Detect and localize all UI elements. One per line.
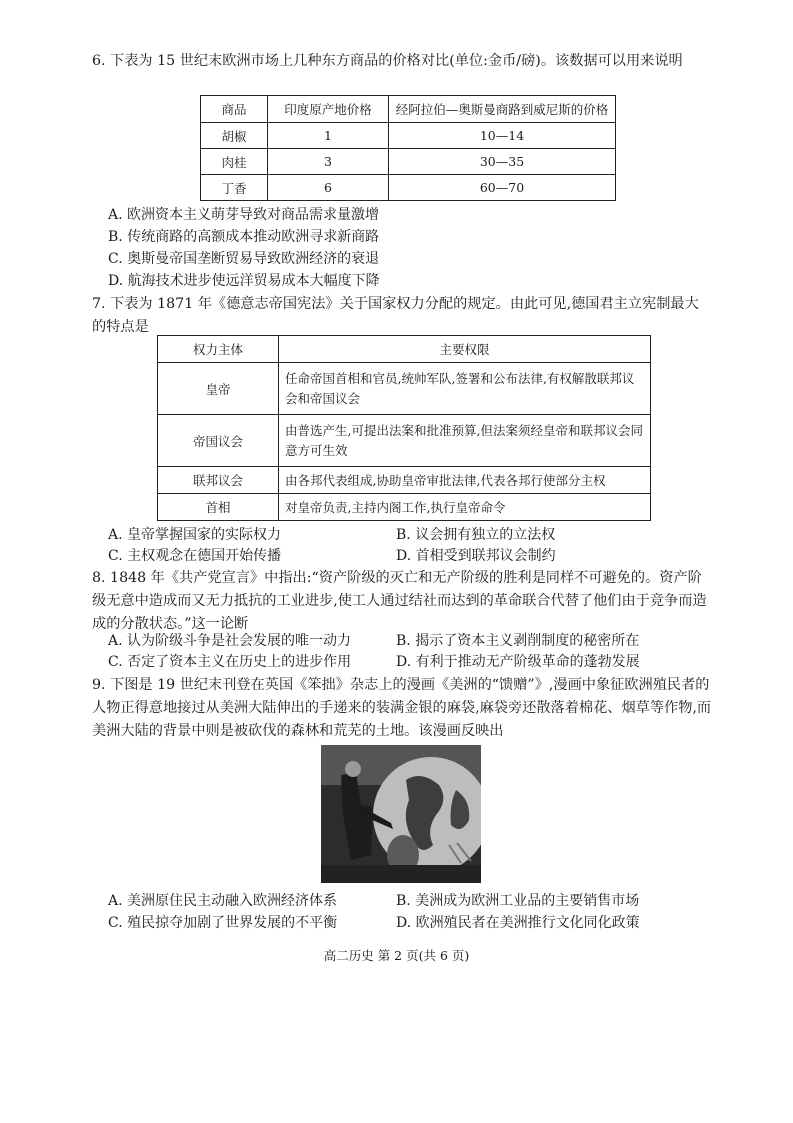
q6-option-d: D. 航海技术进步使远洋贸易成本大幅度下降 [108,273,380,289]
table-cell: 肉桂 [201,149,268,175]
table-cell: 10—14 [389,123,616,149]
question-6-stem: 6. 下表为 15 世纪末欧洲市场上几种东方商品的价格对比(单位:金币/磅)。该数据可以用来说明 [92,53,683,69]
q9-option-a: A. 美洲原住民主动融入欧洲经济体系 [108,893,338,909]
q6-option-b: B. 传统商路的高额成本推动欧洲寻求新商路 [108,229,380,245]
table-cell: 由各邦代表组成,协助皇帝审批法律,代表各邦行使部分主权 [279,467,651,494]
question-8 [92,567,712,636]
table-header: 商品 [201,96,268,123]
table-cell: 1 [268,123,389,149]
table-cell: 皇帝 [158,363,279,415]
q9-option-c: C. 殖民掠夺加剧了世界发展的不平衡 [108,915,338,931]
q6-option-a: A. 欧洲资本主义萌芽导致对商品需求量激增 [108,207,380,223]
table-header: 经阿拉伯—奥斯曼商路到威尼斯的价格 [389,96,616,123]
table-cell: 6 [268,175,389,201]
question-8-stem: 8. 1848 年《共产党宣言》中指出:“资产阶级的灭亡和无产阶级的胜利是同样不可避免的。资产阶级无意中造成而又无力抵抗的工业进步,使工人通过结社而达到的革命联合代替了他们由于竞争而造成的分散状态。”这一论断 [92,570,707,632]
table-cell: 对皇帝负责,主持内阁工作,执行皇帝命令 [279,494,651,521]
cartoon-illustration [321,745,481,883]
question-9-stem: 9. 下图是 19 世纪末刊登在英国《笨拙》杂志上的漫画《美洲的“馈赠”》,漫画中象征欧洲殖民者的人物正得意地接过从美洲大陆伸出的手递来的装满金银的麻袋,麻袋旁还散落着棉花、烟草等作物,而美洲大陆的背景中则是被砍伐的森林和荒芜的土地。该漫画反映出 [92,677,712,739]
question-7 [92,293,712,339]
table-cell: 由普选产生,可提出法案和批准预算,但法案须经皇帝和联邦议会同意方可生效 [279,415,651,467]
q6-option-c: C. 奥斯曼帝国垄断贸易导致欧洲经济的衰退 [108,251,380,267]
table-header: 主要权限 [279,336,651,363]
table-cell: 丁香 [201,175,268,201]
q7-option-a: A. 皇帝掌握国家的实际权力 [108,527,282,543]
question-9 [92,674,712,743]
table-cell: 60—70 [389,175,616,201]
q8-option-b: B. 揭示了资本主义剥削制度的秘密所在 [396,633,640,649]
q7-option-c: C. 主权观念在德国开始传播 [108,548,282,564]
table-cell: 3 [268,149,389,175]
question-7-stem: 7. 下表为 1871 年《德意志帝国宪法》关于国家权力分配的规定。由此可见,德国君主立宪制最大的特点是 [92,296,699,335]
page-footer: 高二历史 第 2 页(共 6 页) [323,948,470,963]
q8-option-c: C. 否定了资本主义在历史上的进步作用 [108,654,352,670]
q9-option-d: D. 欧洲殖民者在美洲推行文化同化政策 [396,915,640,931]
q8-option-a: A. 认为阶级斗争是社会发展的唯一动力 [108,633,352,649]
table-cell: 帝国议会 [158,415,279,467]
price-table [200,95,616,201]
q9-option-b: B. 美洲成为欧洲工业品的主要销售市场 [396,893,640,909]
power-table [157,335,651,521]
table-cell: 首相 [158,494,279,521]
table-cell: 胡椒 [201,123,268,149]
cartoon-image [321,745,481,883]
table-cell: 任命帝国首相和官员,统帅军队,签署和公布法律,有权解散联邦议会和帝国议会 [279,363,651,415]
table-cell: 联邦议会 [158,467,279,494]
q8-option-d: D. 有利于推动无产阶级革命的蓬勃发展 [396,654,640,670]
q7-option-d: D. 首相受到联邦议会制约 [396,548,556,564]
q7-option-b: B. 议会拥有独立的立法权 [396,527,556,543]
table-cell: 30—35 [389,149,616,175]
table-header: 权力主体 [158,336,279,363]
question-6 [92,50,712,73]
table-header: 印度原产地价格 [268,96,389,123]
